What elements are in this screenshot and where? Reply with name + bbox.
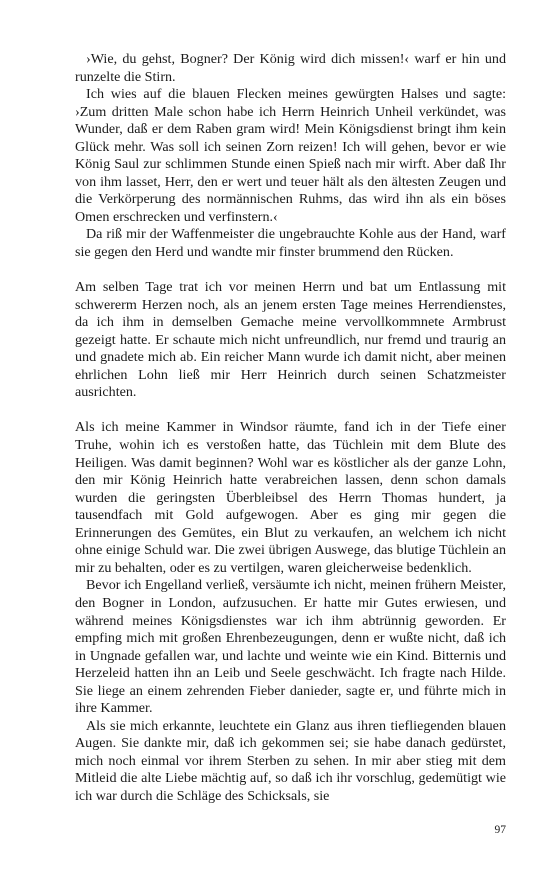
paragraph: Als sie mich erkannte, leuchtete ein Glanz aus ihren tiefliegenden blauen Augen. Sie dankte mir, daß ich gekommen sei; sie habe danach gedürstet, mich noch einmal vor ihrem Sterben zu sehen. In mir aber stieg mit dem Mitleid die alte Liebe mächtig auf, so daß ich ihr vorschlug, gedemütigt wie ich war durch die Schläge des Schicksals, sie (75, 717, 506, 804)
paragraph: Ich wies auf die blauen Flecken meines gewürgten Halses und sagte: ›Zum dritten Male schon habe ich Herrn Heinrich Unheil verkündet, was Wunder, daß er dem Raben gram wird! Mein Königsdienst bringt ihm kein Glück mehr. Was soll ich seinen Zorn reizen! Ich will gehen, bevor er wie König Saul zur schlimmen Stunde einen Spieß nach mir wirft. Aber daß Ihr von ihm lasset, Herr, den er wert und teuer hält als den ältesten Zeugen und die Verkörperung des normännischen Ruhms, das wird ihn als ein böses Omen erschrecken und verfinstern.‹ (75, 86, 506, 225)
book-page-text (75, 51, 506, 806)
paragraph: Bevor ich Engelland verließ, versäumte ich nicht, meinen frühern Meister, den Bogner in London, aufzusuchen. Er hatte mir Gutes erwiesen, und während meines Königsdienstes war ich ihm abtrünnig geworden. Er empfing mich mit großen Ehrenbezeugungen, denn er wußte nicht, daß ich in Ungnade gefallen war, und lachte und weinte wie ein Kind. Bitternis und Herzeleid hatten ihn an Leib und Seele geschwächt. Ich fragte nach Hilde. Sie liege an einem zehrenden Fieber danieder, sagte er, und führte mich in ihre Kammer. (75, 577, 506, 717)
page-number: 97 (494, 824, 506, 836)
paragraph: Am selben Tage trat ich vor meinen Herrn und bat um Entlassung mit schwererm Herzen noch, als an jenem ersten Tage meines Herrendienstes, da ich ihm in demselben Gemache meine vervollkommnete Armbrust gezeigt hatte. Er schaute mich nicht unfreundlich, nur fremd und traurig an und gnadete mich ab. Ein reicher Mann wurde ich damit nicht, aber meinen ehrlichen Lohn ließ mir Herr Heinrich durch seinen Schatzmeister ausrichten. (75, 279, 506, 401)
paragraph: ›Wie, du gehst, Bogner? Der König wird dich missen!‹ warf er hin und runzelte die Stirn. (75, 51, 506, 85)
paragraph: Da riß mir der Waffenmeister die ungebrauchte Kohle aus der Hand, warf sie gegen den Herd und wandte mir finster brummend den Rücken. (75, 226, 506, 261)
paragraph: Als ich meine Kammer in Windsor räumte, fand ich in der Tiefe einer Truhe, wohin ich es verstoßen hatte, das Tüchlein mit dem Blute des Heiligen. Was damit beginnen? Wohl war es köstlicher als der ganze Lohn, den mir König Heinrich hatte verabreichen lassen, denn schon damals wurden die geringsten Überbleibsel des Herrn Thomas hundert, ja tausendfach mit Gold aufgewogen. Aber es ging mir gegen die Erinnerungen des Gemütes, ein Blut zu verkaufen, an welchem ich nicht ohne einige Schuld war. Die zwei übrigen Auswege, das blutige Tüchlein an mir zu behalten, oder es zu vertilgen, waren gleicherweise bedenklich. (75, 419, 506, 576)
